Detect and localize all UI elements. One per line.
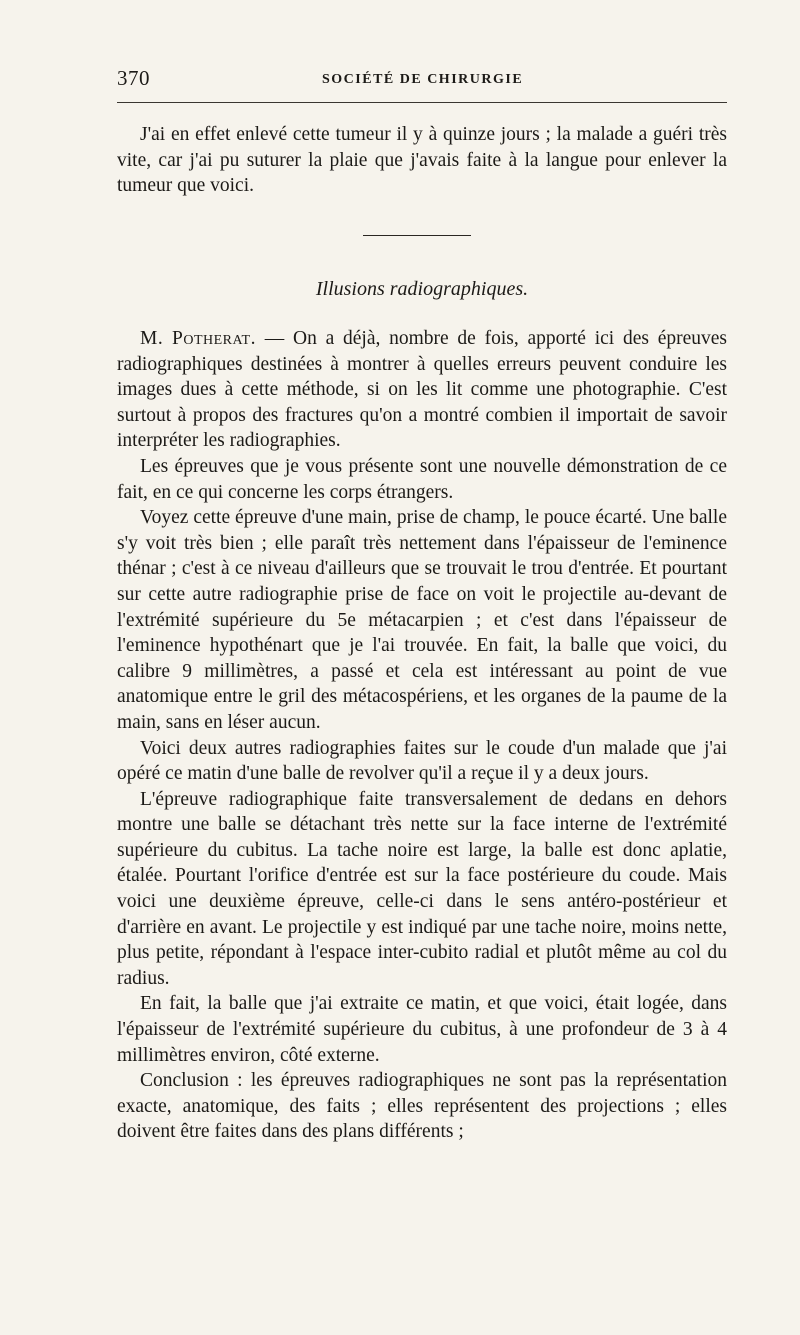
speaker-name: Potherat. bbox=[171, 328, 256, 349]
main-text-block bbox=[117, 326, 727, 1145]
page-number: 370 bbox=[117, 66, 150, 90]
intro-paragraph: J'ai en effet enlevé cette tumeur il y à quinze jours ; la malade a guéri très vite, car j'ai pu suturer la plaie que j'avais faite à la langue pour enlever la tumeur que voici. bbox=[117, 124, 727, 197]
running-header bbox=[117, 66, 727, 103]
section-divider bbox=[363, 235, 471, 236]
paragraph: Les épreuves que je vous présente sont une nouvelle démonstration de ce fait, en ce qui concerne les corps étrangers. bbox=[117, 455, 727, 503]
paragraph: Voyez cette épreuve d'une main, prise de champ, le pouce écarté. Une balle s'y voit très bien ; elle paraît très nettement dans l'épaisseur de l'eminence thénar ; c'est à ce niveau d'ailleurs que se trouvait le trou d'entrée. Et pourtant sur cette autre radiographie prise de face on voit le projectile au-devant de l'extrémité supérieure du 5e métacarpien ; et c'est dans l'épaisseur de l'eminence hypothénart que je l'ai trouvée. En fait, la balle que voici, du calibre 9 millimètres, a passé et cela est intéressant au point de vue anatomique entre le gril des métacospériens, et les organes de la paume de la main, sans en léser aucun. bbox=[117, 507, 727, 733]
speaker-dash: — bbox=[255, 328, 293, 349]
paragraph: Conclusion : les épreuves radiographiques ne sont pas la représentation exacte, anatomique, des faits ; elles représentent des projections ; elles doivent être faites dans des plans différents ; bbox=[117, 1070, 727, 1143]
paragraph-text: On a déjà, nombre de fois, apporté ici des épreuves radiographiques destinées à montrer à quelles erreurs peuvent conduire les images dues à cette méthode, si on les lit comme une photographie. C'est surtout à propos des fractures qu'on a montré combien il importait de savoir interpréter les radiographies. bbox=[117, 328, 727, 452]
paragraph: En fait, la balle que j'ai extraite ce matin, et que voici, était logée, dans l'épaisseur de l'extrémité supérieure du cubitus, à une profondeur de 3 à 4 millimètres environ, côté externe. bbox=[117, 993, 727, 1066]
section-title: Illusions radiographiques. bbox=[315, 278, 529, 300]
paragraph: Voici deux autres radiographies faites sur le coude d'un malade que j'ai opéré ce matin d'une balle de revolver qu'il a reçue il y a deux jours. bbox=[117, 737, 727, 785]
intro-text-block bbox=[117, 122, 727, 199]
journal-title: SOCIÉTÉ DE CHIRURGIE bbox=[322, 72, 524, 87]
paragraph-speaker-intro bbox=[117, 326, 727, 454]
paragraph: L'épreuve radiographique faite transversalement de dedans en dehors montre une balle se détachant très nette sur la face interne de l'extrémité supérieure du cubitus. La tache noire est large, la balle est donc aplatie, étalée. Pourtant l'orifice d'entrée est sur la face postérieure du coude. Mais voici une deuxième épreuve, celle-ci dans le sens antéro-postérieur et d'arrière en avant. Le projectile y est indiqué par une tache noire, moins nette, plus petite, répondant à l'espace inter-cubito radial et plutôt même au col du radius. bbox=[117, 788, 727, 989]
speaker-prefix: M. bbox=[140, 328, 164, 349]
